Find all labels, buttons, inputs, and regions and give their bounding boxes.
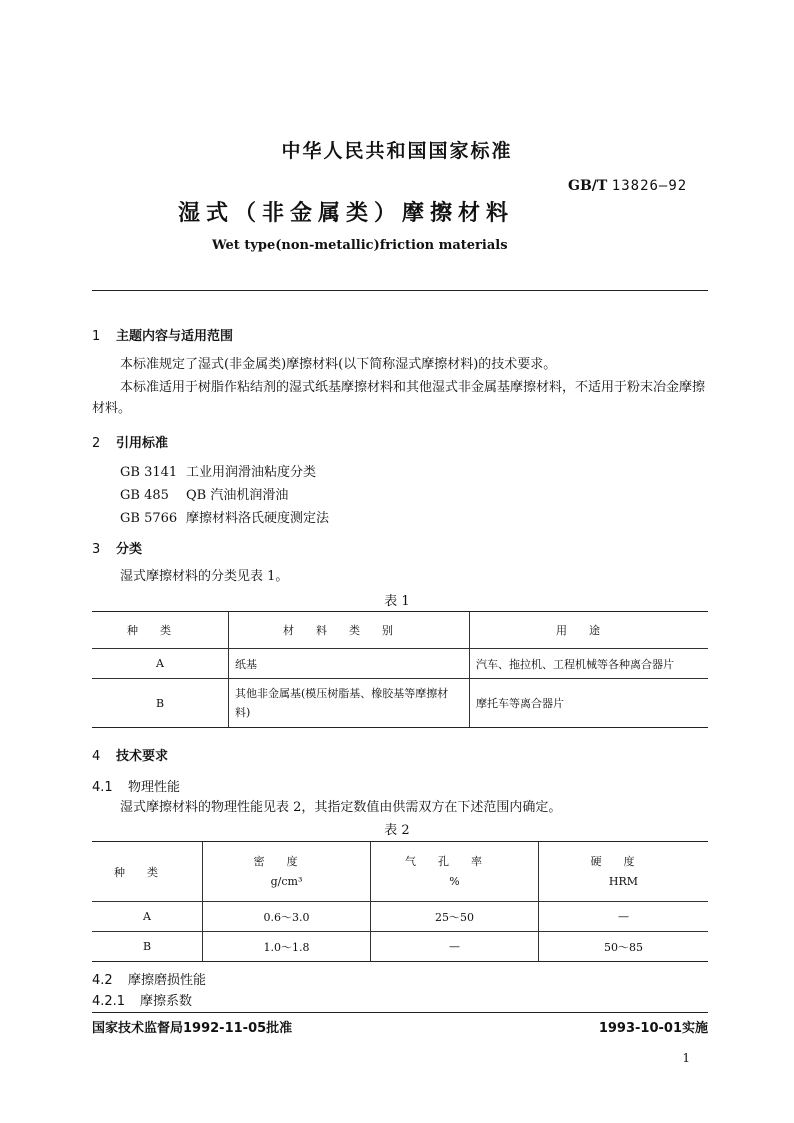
- reference-name: 工业用润滑油粘度分类: [186, 465, 317, 480]
- reference-name: 摩擦材料洛氏硬度测定法: [186, 511, 330, 526]
- table-2-cell: 25～50: [371, 902, 539, 932]
- subsection-4-2-title: 摩擦磨损性能: [128, 973, 207, 988]
- section-1-title: 主题内容与适用范围: [116, 329, 234, 344]
- table-1-header-cell: 种类: [92, 612, 229, 649]
- reference-item: [120, 484, 288, 503]
- section-4-heading: [92, 745, 168, 764]
- document-title-en: Wet type(non-metallic)friction materials: [212, 238, 508, 253]
- page-number: 1: [682, 1051, 690, 1065]
- subsection-4-1-number: 4.1: [92, 780, 113, 795]
- table-2-cell: B: [92, 932, 203, 962]
- table-2-cell: A: [92, 902, 203, 932]
- table-2: [92, 841, 708, 962]
- subsection-4-2-heading: [92, 969, 206, 988]
- table-2-cell: —: [539, 902, 709, 932]
- table-2-row: [92, 902, 708, 932]
- footer-divider: [92, 1012, 708, 1013]
- table-1-cell: B: [92, 679, 229, 728]
- table-1-cell: 摩托车等离合器片: [470, 679, 709, 728]
- table-1-row: [92, 649, 708, 679]
- table-2-cell: 1.0～1.8: [203, 932, 371, 962]
- table-2-header-cell: 密度 g/cm³: [203, 842, 371, 902]
- reference-item: [120, 507, 329, 526]
- table-2-header-cell: 种类: [92, 842, 203, 902]
- standard-code: [568, 178, 687, 194]
- section-4-title: 技术要求: [116, 749, 169, 764]
- standard-body-title: 中华人民共和国国家标准: [281, 140, 513, 162]
- table-1-caption: 表 1: [384, 594, 410, 609]
- table-1-cell: 其他非金属基(模压树脂基、橡胶基等摩擦材料): [229, 679, 470, 728]
- approval-date: 国家技术监督局1992-11-05批准: [92, 1021, 293, 1036]
- table-1-cell: A: [92, 649, 229, 679]
- subsection-4-1-heading: [92, 776, 180, 795]
- reference-item: [120, 461, 316, 480]
- table-2-header-unit: %: [449, 874, 460, 888]
- section-2-title: 引用标准: [116, 436, 169, 451]
- section-3-heading: [92, 538, 142, 557]
- implementation-date: 1993-10-01实施: [598, 1021, 708, 1036]
- standard-code-prefix: GB/T: [568, 178, 608, 194]
- section-1-paragraph-1: 本标准规定了湿式(非金属类)摩擦材料(以下简称湿式摩擦材料)的技术要求。: [120, 357, 557, 372]
- subsection-4-2-1-number: 4.2.1: [92, 994, 126, 1009]
- table-2-cell: —: [371, 932, 539, 962]
- table-1-row: [92, 679, 708, 728]
- subsection-4-2-1-heading: [92, 990, 192, 1009]
- section-2-heading: [92, 432, 168, 451]
- table-2-header-unit: g/cm³: [270, 874, 303, 888]
- section-4-number: 4: [92, 749, 101, 764]
- table-2-header-cell: 气孔率 %: [371, 842, 539, 902]
- section-1-heading: [92, 325, 233, 344]
- standard-code-number: 13826—92: [611, 178, 688, 194]
- table-2-header-row: [92, 842, 708, 902]
- reference-code: GB 485: [120, 488, 169, 503]
- section-1-paragraph-2: 本标准适用于树脂作粘结剂的湿式纸基摩擦材料和其他湿式非金属基摩擦材料，不适用于粉末冶金摩擦材料。: [92, 380, 706, 416]
- section-2-number: 2: [92, 436, 101, 451]
- table-2-caption: 表 2: [384, 823, 410, 838]
- table-2-header-cell: 硬度 HRM: [539, 842, 709, 902]
- table-1: [92, 611, 708, 728]
- header-divider: [92, 290, 708, 291]
- table-1-cell: 纸基: [229, 649, 470, 679]
- section-4-1-paragraph: 湿式摩擦材料的物理性能见表 2，其指定数值由供需双方在下述范围内确定。: [120, 800, 562, 815]
- table-1-header-cell: 材料类别: [229, 612, 470, 649]
- table-2-cell: 50～85: [539, 932, 709, 962]
- subsection-4-2-number: 4.2: [92, 973, 113, 988]
- table-2-header-unit: HRM: [608, 874, 639, 888]
- document-title-cn: 湿式（非金属类）摩擦材料: [178, 200, 515, 226]
- table-1-header-cell: 用途: [470, 612, 709, 649]
- subsection-4-1-title: 物理性能: [128, 780, 181, 795]
- subsection-4-2-1-title: 摩擦系数: [140, 994, 193, 1009]
- table-2-row: [92, 932, 708, 962]
- reference-name: QB 汽油机润滑油: [186, 488, 289, 503]
- section-3-title: 分类: [116, 542, 143, 557]
- section-3-number: 3: [92, 542, 101, 557]
- reference-code: GB 3141: [120, 465, 178, 480]
- table-1-header-row: [92, 612, 708, 649]
- table-1-cell: 汽车、拖拉机、工程机械等各种离合器片: [470, 649, 709, 679]
- reference-code: GB 5766: [120, 511, 178, 526]
- section-1-number: 1: [92, 329, 101, 344]
- section-3-paragraph: 湿式摩擦材料的分类见表 1。: [120, 569, 289, 584]
- table-2-cell: 0.6～3.0: [203, 902, 371, 932]
